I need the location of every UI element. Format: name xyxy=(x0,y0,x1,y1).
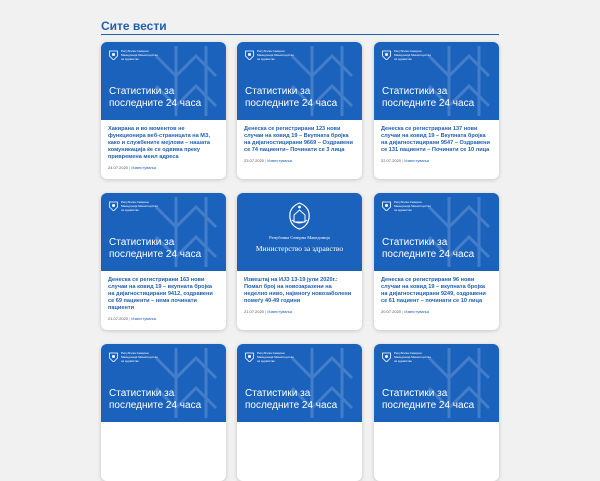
news-card[interactable] xyxy=(101,42,226,179)
card-date: 21.07.2020 xyxy=(244,309,265,314)
emblem-icon xyxy=(245,50,254,60)
card-category-link[interactable]: Известувања xyxy=(404,309,429,314)
card-banner xyxy=(374,344,499,422)
card-body xyxy=(101,422,226,428)
card-category-link[interactable]: Известувања xyxy=(131,165,156,170)
emblem-icon xyxy=(109,201,118,211)
card-banner xyxy=(374,42,499,120)
card-banner xyxy=(237,344,362,422)
banner-title: Статистики за последните 24 часа xyxy=(382,86,475,109)
card-body xyxy=(101,120,226,170)
card-date: 23.07.2020 xyxy=(244,158,265,163)
meta-separator: | xyxy=(264,158,268,163)
ministry-logo xyxy=(109,200,161,212)
logo-text: Република Северна Македонија Министерство за здравство xyxy=(394,200,431,212)
news-card[interactable] xyxy=(237,193,362,330)
ministry-logo xyxy=(109,49,161,61)
meta-separator: | xyxy=(401,158,405,163)
banner-title: Статистики за последните 24 часа xyxy=(245,86,338,109)
news-card[interactable] xyxy=(101,193,226,330)
news-card[interactable] xyxy=(374,42,499,179)
ministry-title: Министерство за здравство xyxy=(255,244,344,253)
card-meta xyxy=(381,158,492,163)
card-headline[interactable]: Извештај на ИЈЗ 13-19 јули 2020г.: Помал број на новозаразени на неделно ниво, најмногу новозаболени помеѓу 40-49 години xyxy=(244,277,352,304)
card-meta xyxy=(244,158,355,163)
emblem-icon xyxy=(245,352,254,362)
card-body xyxy=(374,271,499,314)
ministry-logo xyxy=(245,351,297,363)
card-date: 24.07.2020 xyxy=(108,165,129,170)
logo-text: Република Северна Македонија Министерство за здравство xyxy=(121,200,158,212)
banner-title: Статистики за последните 24 часа xyxy=(109,388,202,411)
banner-title: Статистики за последните 24 часа xyxy=(382,237,475,260)
card-headline[interactable]: Денеска се регистрирани 123 нови случаи на ковид 19 – Вкупната бројка на дијагностицирани 9669 – Оздравени се 74 пациенти– Починати се 3 лица xyxy=(244,126,353,153)
emblem-icon xyxy=(109,352,118,362)
news-card[interactable] xyxy=(374,344,499,481)
logo-text: Република Северна Македонија Министерство за здравство xyxy=(257,49,294,61)
card-category-link[interactable]: Известувања xyxy=(267,309,292,314)
ministry-logo xyxy=(109,351,161,363)
meta-separator: | xyxy=(264,309,268,314)
card-headline[interactable]: Хакирана и во моментов не функционира веб-страницата на МЗ, како и службените мејлови – нашата комуникација ќе се одвива преку привремена меил адреса xyxy=(108,126,211,160)
card-banner xyxy=(101,344,226,422)
logo-text: Република Северна Македонија Министерство за здравство xyxy=(394,351,431,363)
card-body xyxy=(237,120,362,163)
section-divider xyxy=(101,34,499,35)
ministry-logo xyxy=(382,49,434,61)
card-banner xyxy=(237,193,362,271)
card-body xyxy=(237,271,362,314)
card-body xyxy=(101,271,226,321)
logo-text: Република Северна Македонија Министерство за здравство xyxy=(394,49,431,61)
logo-text: Република Северна Македонија Министерство за здравство xyxy=(257,351,294,363)
section-title: Сите вести xyxy=(101,19,167,33)
news-card[interactable] xyxy=(237,344,362,481)
card-date: 22.07.2020 xyxy=(381,158,402,163)
card-headline[interactable]: Денеска се регистрирани 163 нови случаи на ковид 19 – вкупната бројка на дијагностицирани 9412, оздравени се 69 пациенти – нема починати пациенти xyxy=(108,277,213,311)
ministry-logo xyxy=(245,49,297,61)
emblem-icon xyxy=(382,352,391,362)
banner-title: Статистики за последните 24 часа xyxy=(245,388,338,411)
ministry-logo xyxy=(382,200,434,212)
news-card[interactable] xyxy=(101,344,226,481)
card-headline[interactable]: Денеска се регистрирани 96 нови случаи на ковид 19 – вкупната бројка на дијагностицирани 9249, оздравени се 61 пациент – починати се 10 лица xyxy=(381,277,486,304)
news-card[interactable] xyxy=(237,42,362,179)
news-card[interactable] xyxy=(374,193,499,330)
ministry-subtitle: Република Северна Македонија xyxy=(269,235,330,240)
card-meta xyxy=(108,316,219,321)
top-strip xyxy=(0,0,600,8)
emblem-icon xyxy=(382,50,391,60)
banner-title: Статистики за последните 24 часа xyxy=(382,388,475,411)
ministry-seal-icon xyxy=(286,201,313,231)
card-banner xyxy=(101,193,226,271)
card-date: 20.07.2020 xyxy=(381,309,402,314)
card-category-link[interactable]: Известувања xyxy=(404,158,429,163)
emblem-icon xyxy=(382,201,391,211)
banner-title: Статистики за последните 24 часа xyxy=(109,86,202,109)
ministry-logo xyxy=(382,351,434,363)
card-meta xyxy=(108,165,219,170)
meta-separator: | xyxy=(401,309,405,314)
card-category-link[interactable]: Известувања xyxy=(131,316,156,321)
card-banner xyxy=(374,193,499,271)
logo-text: Република Северна Македонија Министерство за здравство xyxy=(121,49,158,61)
meta-separator: | xyxy=(128,165,132,170)
banner-title: Статистики за последните 24 часа xyxy=(109,237,202,260)
card-meta xyxy=(381,309,492,314)
card-body xyxy=(374,422,499,428)
card-date: 21.07.2020 xyxy=(108,316,129,321)
card-body xyxy=(237,422,362,428)
card-banner xyxy=(101,42,226,120)
card-category-link[interactable]: Известувања xyxy=(267,158,292,163)
card-body xyxy=(374,120,499,163)
logo-text: Република Северна Македонија Министерство за здравство xyxy=(121,351,158,363)
meta-separator: | xyxy=(128,316,132,321)
card-meta xyxy=(244,309,355,314)
card-headline[interactable]: Денеска се регистрирани 137 нови случаи на ковид 19 – Вкупната бројка на дијагностицирани 9547 – Оздравени се 131 пациенти – Починати се 10 лица xyxy=(381,126,490,153)
card-banner xyxy=(237,42,362,120)
emblem-icon xyxy=(109,50,118,60)
